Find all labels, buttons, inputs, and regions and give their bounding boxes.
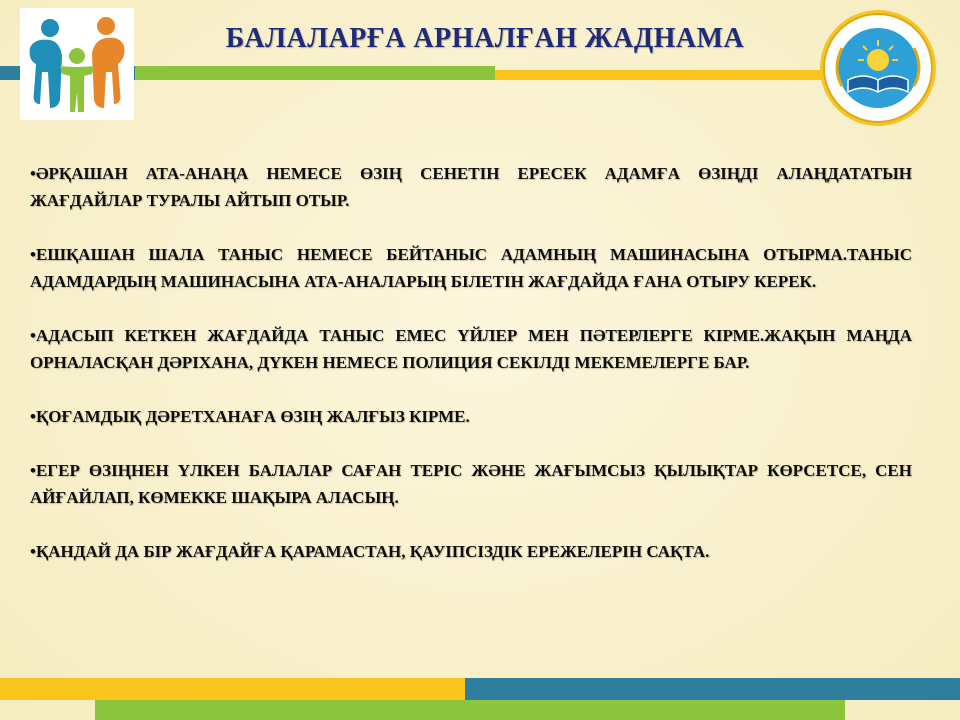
family-icon [20,8,134,120]
memo-item: •АДАСЫП КЕТКЕН ЖАҒДАЙДА ТАНЫС ЕМЕС ҮЙЛЕР МЕН ПӘТЕРЛЕРГЕ КІРМЕ.ЖАҚЫН МАҢДА ОРНАЛАСҚАН ДӘРІХАНА, ДҮКЕН НЕМЕСЕ ПОЛИЦИЯ СЕКІЛДІ МЕКЕМЕЛЕРГЕ БАР. [30,326,912,372]
education-emblem [818,8,938,128]
education-department-emblem-icon [818,8,938,128]
memo-item: •ҚАНДАЙ ДА БІР ЖАҒДАЙҒА ҚАРАМАСТАН, ҚАУІПСІЗДІК ЕРЕЖЕЛЕРІН САҚТА. [30,542,710,561]
bottom-blue-bar [465,678,960,700]
memo-item: •ҚОҒАМДЫҚ ДӘРЕТХАНАҒА ӨЗІҢ ЖАЛҒЫЗ КІРМЕ. [30,407,470,426]
bottom-green-bar [95,700,845,720]
bottom-yellow-bar [0,678,465,700]
memo-item: •ЕГЕР ӨЗІҢНЕН ҮЛКЕН БАЛАЛАР САҒАН ТЕРІС ЖӘНЕ ЖАҒЫМСЫЗ ҚЫЛЫҚТАР КӨРСЕТСЕ, СЕН АЙҒАЙЛАП, КӨМЕККЕ ШАҚЫРА АЛАСЫҢ. [30,461,912,507]
slide-title: БАЛАЛАРҒА АРНАЛҒАН ЖАДНАМА [225,23,745,54]
top-yellow-bar [495,70,825,80]
memo-item: •ЕШҚАШАН ШАЛА ТАНЫС НЕМЕСЕ БЕЙТАНЫС АДАМНЫҢ МАШИНАСЫНА ОТЫРМА.ТАНЫС АДАМДАРДЫҢ МАШИНАСЫНА АТА-АНАЛАРЫҢ БІЛЕТІН ЖАҒДАЙДА ҒАНА ОТЫРУ КЕРЕК. [30,245,912,291]
memo-content [30,160,912,592]
top-green-bar [135,66,495,80]
family-logo [20,8,134,120]
memo-item: •ӘРҚАШАН АТА-АНАҢА НЕМЕСЕ ӨЗІҢ СЕНЕТІН ЕРЕСЕК АДАМҒА ӨЗІҢДІ АЛАҢДАТАТЫН ЖАҒДАЙЛАР ТУРАЛЫ АЙТЫП ОТЫР. [30,164,912,210]
